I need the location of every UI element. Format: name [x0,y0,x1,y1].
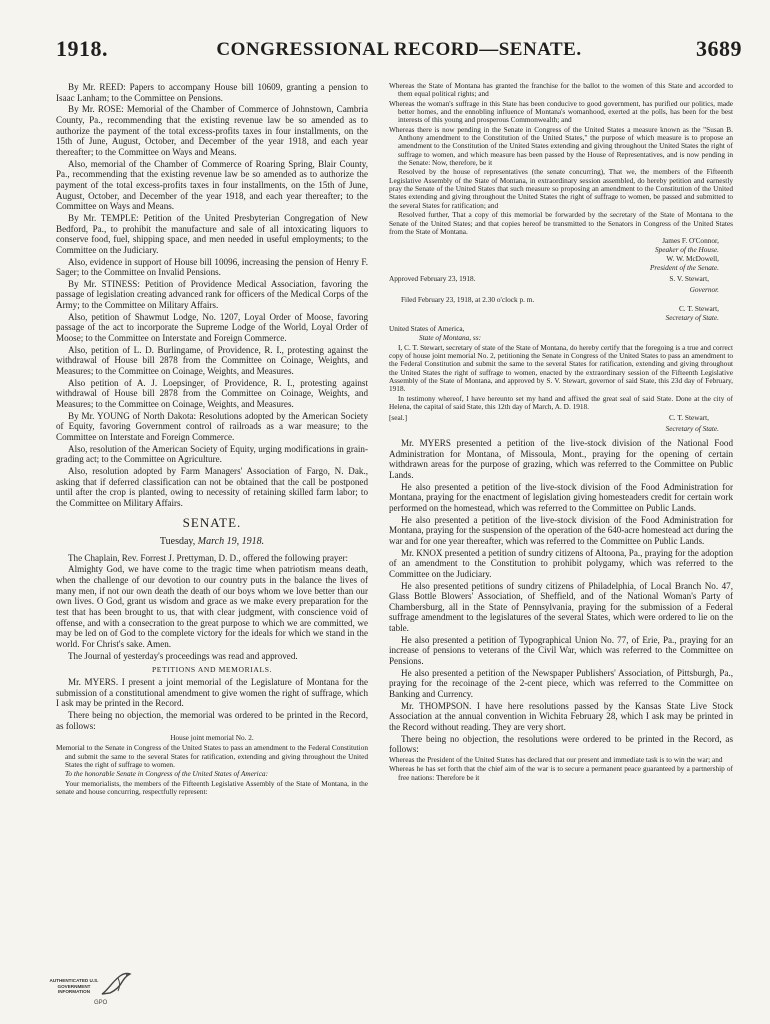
left-paragraph: Also, memorial of the Chamber of Commerce of Roaring Spring, Blair County, Pa., recommending that the existing revenue law be so amended as to authorize the payment of the total excess-profits taxes in four installments, on the 15th of June, August, October, and December of the year 1918, and each year thereafter; to the Committee on Ways and Means. [56,158,368,212]
certificate-subheading: State of Montana, ss: [419,333,482,343]
signature-title: President of the Senate. [649,262,719,272]
left-paragraph: Also, petition of L. D. Burlingame, of Providence, R. I., protesting against the withdrawal of House bill 2878 from the Committee on Coinage, Weights, and Measures; to the Committee on Coinage, Weights, and Measures. [56,344,368,377]
petitions-heading: PETITIONS AND MEMORIALS. [151,665,273,675]
left-paragraph: By Mr. TEMPLE: Petition of the United Presbyterian Congregation of New Bedford, Pa., to prohibit the manufacture and sale of all intoxicating liquors to conserve food, fuel, shipping space, and men needed in useful employments; to the Committee on the Judiciary. [56,212,368,255]
resolved-further-clause: Resolved further, That a copy of this memorial be forwarded by the secretary of the State of Montana to the Senate of the United States; and that copies hereof be transmitted to the Senators in Congress of the United States from the State of Montana. [389,210,733,236]
approved-date: Approved February 23, 1918. [389,274,476,284]
right-paragraph: He also presented a petition of the Newspaper Publishers' Association, of Pittsburgh, Pa., praying for the recoinage of the 2-cent piece, which was referred to the Committee on Banking and Currency. [389,667,733,700]
whereas-clause: Whereas the State of Montana has granted the franchise for the ballot to the women of this State and accorded to them equal political rights; and [389,82,733,99]
signature-title: Governor. [689,285,719,295]
no-objection-note: There being no objection, the memorial was ordered to be printed in the Record, as follows: [56,710,368,731]
memorial-address: To the honorable Senate in Congress of the United States of America: [65,769,269,779]
left-paragraph: Also, evidence in support of House bill 10096, increasing the pension of Henry F. Sager; to the Committee on Invalid Pensions. [56,256,368,278]
session-day: Tuesday, [159,535,196,547]
left-paragraph: Also, resolution of the American Society of Equity, urging modifications in grain-grading act; to the Committee on Agriculture. [56,443,368,465]
signature-title: Secretary of State. [665,312,719,322]
seal-mark: [seal.] [389,413,408,423]
gpo-label: GPO [94,1000,108,1006]
right-paragraph: He also presented petitions of sundry citizens of Philadelphia, of Local Branch No. 47, Glass Bottle Blowers' Association, of Sheffield, and of the National Woman's Party of Chambersburg, all in the State of Pennsylvania, praying for the submission of a Federal suffrage amendment to the legislatures of the several States, which were ordered to lie on the table. [389,580,733,634]
right-paragraph: Mr. MYERS presented a petition of the live-stock division of the National Food Administration for Montana, of Missoula, Mont., praying for the opening of certain withdrawn areas for the purpose of grazing, which was referred to the Committee on Public Lands. [389,437,733,480]
right-column [389,82,733,994]
header-title: CONGRESSIONAL RECORD—SENATE. [216,39,582,60]
header-page-number: 3689 [696,36,742,61]
left-paragraph: Also petition of A. J. Loepsinger, of Providence, R. I., protesting against withdrawal of House bill 2878 from the Committee on Coinage, Weights, and Measures; to the Committee on Coinage, Weights, and Measures. [56,377,368,410]
signature-name: C. T. Stewart, [678,304,719,314]
senate-heading: SENATE. [182,514,242,530]
testimony-text: In testimony whereof, I have hereunto set my hand and affixed the great seal of said State. Done at the city of Helena, the capital of said State, this 12th day of March, A. D. 1918. [389,393,733,412]
memorialists-text: Your memorialists, the members of the Fifteenth Legislative Assembly of the State of Montana, in the senate and house concurring, respectfully represent: [56,778,368,797]
right-paragraph: Mr. KNOX presented a petition of sundry citizens of Altoona, Pa., praying for the adoption of an amendment to the Constitution to prohibit polygamy, which was referred to the Committee on the Judiciary. [389,547,733,579]
prayer-text: Almighty God, we have come to the tragic time when patriotism means death, when the challenge of our devotion to our country puts in the balance the lives of many men, if not our own death the death of our boys whom we love better than our own lives. O God, grant us wisdom and grace as we make every preparation for the test that has been brought to us, that with clear judgment, with conscience void of offense, and with a consecration to the great purpose to which we are committed, we may be led on of God to the complete victory for the ideals for which we stand in the world. For Christ's sake. Amen. [56,564,368,649]
right-paragraph: He also presented a petition of Typographical Union No. 77, of Erie, Pa., praying for an increase of pensions to veterans of the Civil War, which was referred to the Committee on Pensions. [389,634,733,667]
closing-whereas: Whereas he has set forth that the chief aim of the war is to secure a permanent peace guaranteed by a partnership of free nations: Therefore be it [389,764,733,782]
left-column [56,82,368,932]
memorial-caption: Memorial to the Senate in Congress of the United States to pass an amendment to the Federal Constitution and submit the same to the several States for ratification, extending and giving throughout the United States the right of suffrage to women. [56,743,368,770]
signature-title: Speaker of the House. [654,244,719,254]
left-paragraph: By Mr. ROSE: Memorial of the Chamber of Commerce of Johnstown, Cambria County, Pa., recommending that the existing revenue law be so amended as to authorize the payment of the total excess-profits taxes in four installments, on the 15th of June, August, October, and December of the year 1918, and each year thereafter; to the Committee on Ways and Means. [56,104,368,157]
closing-whereas: Whereas the President of the United States has declared that our present and immediate task is to win the war; and [389,755,723,764]
eagle-icon [98,970,132,1000]
left-paragraph: Also, resolution adopted by Farm Managers' Association of Fargo, N. Dak., asking that if deferred classification can not be obtained that the call be postponed until after the crop is planted, owing to necessity of retaining skilled farm labor; to the Committee on Military Affairs. [56,465,368,508]
gpo-authentication-logo [44,966,140,1012]
header-year: 1918. [56,36,108,61]
left-paragraph: By Mr. REED: Papers to accompany House bill 10609, granting a pension to Isaac Lanham; to the Committee on Pensions. [56,82,368,103]
whereas-clause: Whereas the woman's suffrage in this State has been conducive to good government, has purified our politics, made better homes, and the ennobling influence of Montana's womanhood, exerted at the polls, has been for the best interests of this young and prosperous Commonwealth; and [389,98,733,125]
session-date-text: March 19, 1918. [197,535,265,547]
certificate-text: I, C. T. Stewart, secretary of state of the State of Montana, do hereby certify that the foregoing is a true and correct copy of house joint memorial No. 2, petitioning the Senate in Congress of the United States to pass an amendment to the Federal Constitution and submit the same to the several States for ratification, extending and giving throughout the United States the right of suffrage to women, enacted by the extraordinary session of the Fifteenth Legislative Assembly of the State of Montana, and approved by S. V. Stewart, governor of said State, this 23d day of February, 1918. [389,342,733,394]
resolved-clause: Resolved by the house of representatives (the senate concurring), That we, the members of the Fifteenth Legislative Assembly of the State of Montana, in extraordinary session assembled, do hereby petition and earnestly pray the Senate of the United States that such measure so proposing an amendment to the Constitution of the United States extending and giving throughout the United States the right of suffrage to women, be passed and submitted to the several States for ratification; and [389,167,733,210]
signature-name: James F. O'Connor, [662,236,719,246]
right-paragraph: He also presented a petition of the live-stock division of the Food Administration for Montana, praying for the suspension of the operation of the 640-acre homestead act during the war and for one year thereafter, which was referred to the Committee on Public Lands. [389,514,733,546]
approval-line [389,274,733,284]
right-paragraph: There being no objection, the resolutions were ordered to be printed in the Record, as follows: [389,733,733,755]
myers-intro: Mr. MYERS. I present a joint memorial of the Legislature of Montana for the submission of a constitutional amendment to give women the right of suffrage, which I ask may be printed in the Record. [56,677,368,709]
right-paragraph: He also presented a petition of the live-stock division of the Food Administration for Montana, praying for the enactment of legislation giving homesteaders credit for certain work performed on the homestead, which was referred to the Committee on Public Lands. [389,481,733,513]
seal-line [389,413,733,423]
left-paragraph: Also, petition of Shawmut Lodge, No. 1207, Loyal Order of Moose, favoring passage of the act to incorporate the Supreme Lodge of the World, Loyal Order of Moose; to the Committee on Interstate and Foreign Commerce. [56,311,368,344]
gpo-authentication-text: AUTHENTICATED U.S. GOVERNMENT INFORMATION [49,978,99,995]
signature-title: Secretary of State. [665,424,719,434]
prayer-intro: The Chaplain, Rev. Forrest J. Prettyman, D. D., offered the following prayer: [68,552,349,563]
right-paragraph: Mr. THOMPSON. I have here resolutions passed by the Kansas State Live Stock Association at the annual convention in Wichita February 28, which I ask may be printed in the Record without reading. They are very short. [389,700,733,733]
left-paragraph: By Mr. STINESS: Petition of Providence Medical Association, favoring the passage of legislation creating advanced rank for officers of the Medical Corps of the Army; to the Committee on Military Affairs. [56,278,368,311]
certificate-heading: United States of America, [389,324,465,334]
signature-name: C. T. Stewart, [668,413,709,423]
journal-note: The Journal of yesterday's proceedings was read and approved. [68,650,298,661]
signature-name: W. W. McDowell, [666,254,719,264]
signature-name: S. V. Stewart, [669,274,709,284]
page-header [56,36,742,66]
memorial-title: House joint memorial No. 2. [170,733,254,743]
filed-note: Filed February 23, 1918, at 2.30 o'clock p. m. [401,294,535,304]
whereas-clause: Whereas there is now pending in the Senate in Congress of the United States a measure known as the "Susan B. Anthony amendment to the Constitution of the United States," the purpose of which measure is to propose an amendment to the Constitution of the United States extending and giving throughout the United States the right of suffrage to women, and which measure has been passed by the House of Representatives, and is now pending in the Senate: Now, therefore, be it [389,124,733,168]
left-paragraph: By Mr. YOUNG of North Dakota: Resolutions adopted by the American Society of Equity, favoring Government control of railroads as a war measure; to the Committee on Interstate and Foreign Commerce. [56,410,368,442]
session-date [56,536,368,547]
